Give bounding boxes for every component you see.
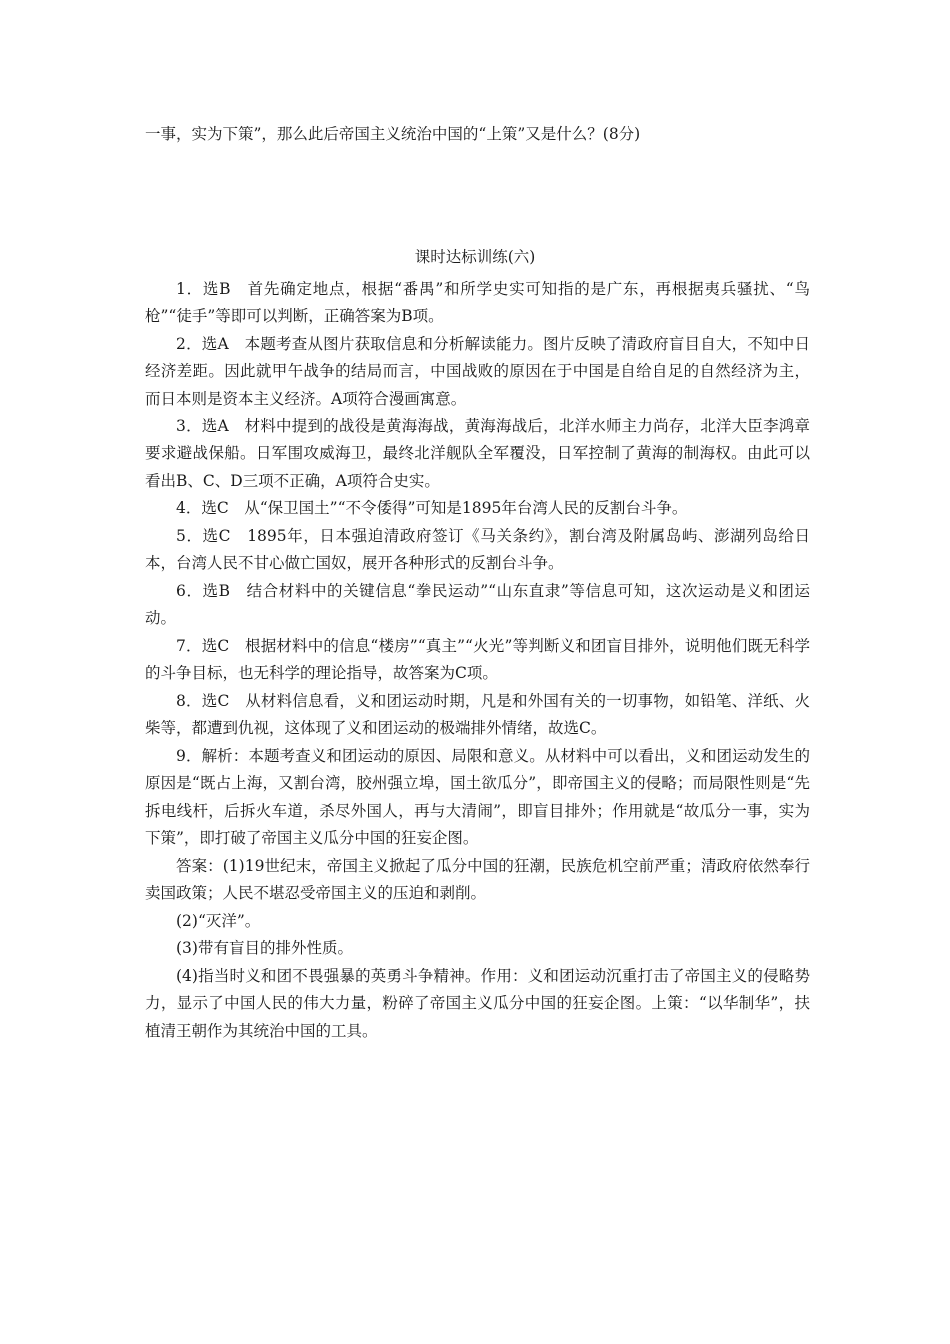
answer-1: 1．选B 首先确定地点，根据“番禺”和所学史实可知指的是广东，再根据夷兵骚扰、“鸟枪”“徒手”等即可以判断，正确答案为B项。 [145, 280, 810, 326]
answer-2: 2．选A 本题考查从图片获取信息和分析解读能力。图片反映了清政府盲目自大，不知中日经济差距。因此就甲午战争的结局而言，中国战败的原因在于中国是自给自足的自然经济为主，而日本则是资本主义经济。A项符合漫画寓意。 [145, 335, 810, 408]
answer-8: 8．选C 从材料信息看，义和团运动时期，凡是和外国有关的一切事物，如铅笔、洋纸、火柴等，都遭到仇视，这体现了义和团运动的极端排外情绪，故选C。 [145, 692, 810, 738]
answer-9-part4: (4)指当时义和团不畏强暴的英勇斗争精神。作用：义和团运动沉重打击了帝国主义的侵略势力，显示了中国人民的伟大力量，粉碎了帝国主义瓜分中国的狂妄企图。上策：“以华制华”，扶植清王朝作为其统治中国的工具。 [145, 967, 810, 1040]
answer-4: 4．选C 从“保卫国土”“不令倭得”可知是1895年台湾人民的反割台斗争。 [176, 499, 688, 517]
answer-6: 6．选B 结合材料中的关键信息“拳民运动”“山东直隶”等信息可知，这次运动是义和团运动。 [145, 582, 810, 628]
answer-5: 5．选C 1895年，日本强迫清政府签订《马关条约》，割台湾及附属岛屿、澎湖列岛给日本，台湾人民不甘心做亡国奴，展开各种形式的反割台斗争。 [145, 527, 810, 573]
answer-7: 7．选C 根据材料中的信息“楼房”“真主”“火光”等判断义和团盲目排外，说明他们既无科学的斗争目标，也无科学的理论指导，故答案为C项。 [145, 637, 810, 683]
answer-3: 3．选A 材料中提到的战役是黄海海战，黄海海战后，北洋水师主力尚存，北洋大臣李鸿章要求避战保船。日军围攻威海卫，最终北洋舰队全军覆没，日军控制了黄海的制海权。由此可以看出B、C、D三项不正确，A项符合史实。 [145, 417, 810, 490]
section-title: 课时达标训练(六) [414, 248, 536, 266]
continued-question-line: 一事，实为下策”，那么此后帝国主义统治中国的“上策”又是什么？(8分) [145, 125, 641, 143]
answer-9-part1: 答案：(1)19世纪末，帝国主义掀起了瓜分中国的狂潮，民族危机空前严重；清政府依然奉行卖国政策；人民不堪忍受帝国主义的压迫和剥削。 [145, 857, 810, 903]
answer-9-analysis: 9．解析：本题考查义和团运动的原因、局限和意义。从材料中可以看出，义和团运动发生的原因是“既占上海，又割台湾，胶州强立埠，国土欲瓜分”，即帝国主义的侵略；而局限性则是“先拆电线杆，后拆火车道，杀尽外国人，再与大清闹”，即盲目排外；作用就是“故瓜分一事，实为下策”，即打破了帝国主义瓜分中国的狂妄企图。 [145, 747, 810, 848]
answer-9-part2: (2)“灭洋”。 [176, 912, 261, 930]
answer-9-part3: (3)带有盲目的排外性质。 [176, 939, 353, 957]
